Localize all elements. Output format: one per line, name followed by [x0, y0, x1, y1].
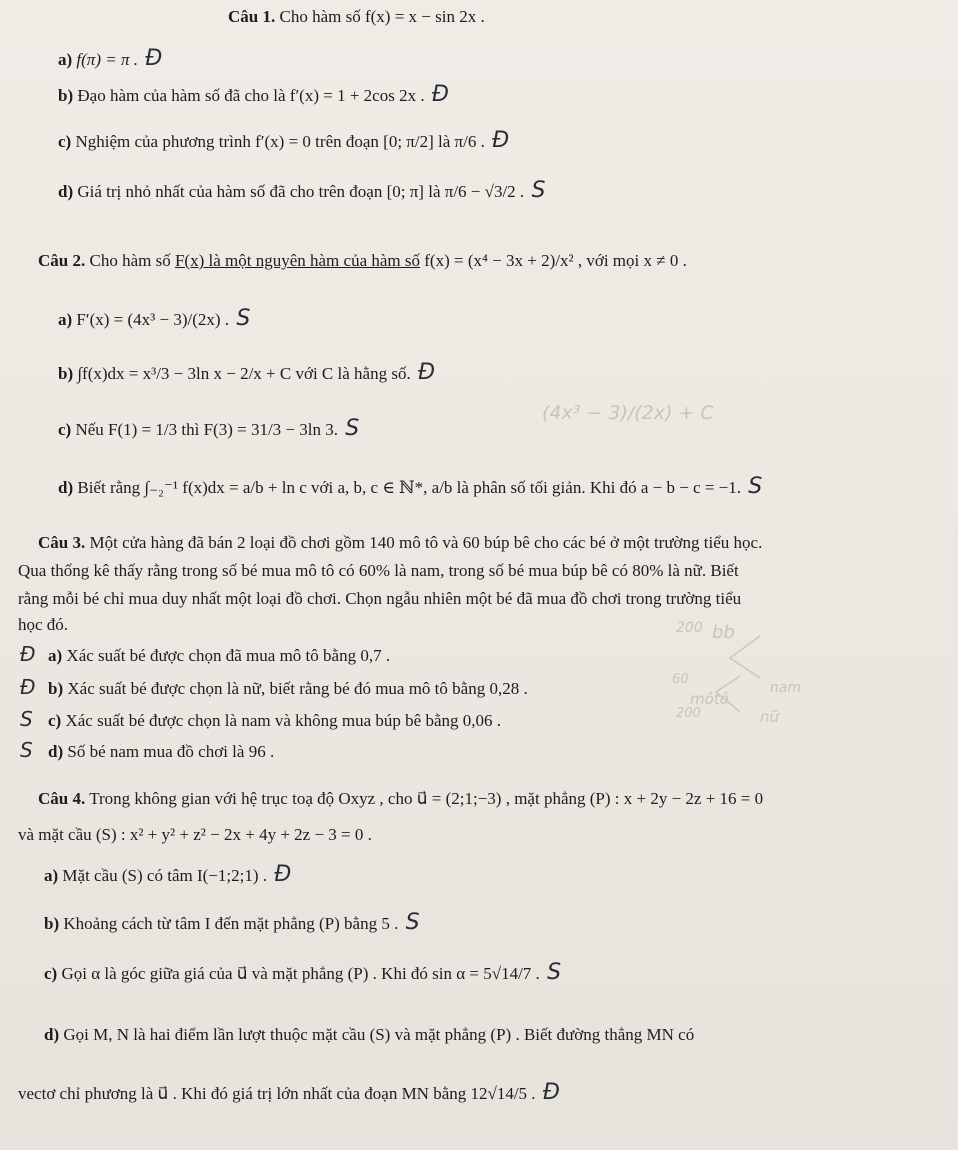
- q1-c-interval: [0; π/2]: [383, 132, 434, 151]
- q2-b: [58, 362, 435, 385]
- q2-a-mark: S: [236, 306, 251, 331]
- q3-scratch-tree: [660, 620, 800, 730]
- q4-title: Câu 4.: [38, 789, 86, 808]
- q1-b: [58, 84, 449, 107]
- q4-b: [44, 912, 420, 935]
- q1-c: [58, 130, 509, 153]
- q4-stem-line-1: [38, 788, 763, 810]
- q4-b-mark: S: [405, 910, 420, 935]
- q2-stem-line: [38, 250, 687, 272]
- q4-d-text-2: vectơ chỉ phương là u⃗ . Khi đó giá trị lớn nhất của đoạn MN bằng 12√14/5 .: [18, 1084, 536, 1103]
- q3-scratch-200: 200: [676, 620, 703, 636]
- q2-d: [58, 476, 762, 499]
- q3-d-mark: S: [20, 738, 33, 762]
- q3-d-label: d): [48, 742, 64, 761]
- q3-stem-line-2: Qua thống kê thấy rằng trong số bé mua mô tô có 60% là nam, trong số bé mua búp bê có 80% là nữ. Biết: [18, 561, 739, 580]
- q4-d-mark: Đ: [542, 1080, 560, 1105]
- q1-a-text: f(π) = π .: [76, 50, 138, 69]
- q3-scratch-nu: nữ: [760, 708, 780, 726]
- q3-b-mark: Đ: [20, 675, 36, 699]
- q1-d-label: d): [58, 182, 74, 201]
- q4-d-text-1: Gọi M, N là hai điểm lần lượt thuộc mặt cầu (S) và mặt phẳng (P) . Biết đường thẳng MN có: [63, 1025, 695, 1044]
- q4-c: [44, 962, 561, 985]
- q4-c-text: Gọi α là góc giữa giá của u⃗ và mặt phẳng (P) . Khi đó sin α = 5√14/7 .: [61, 964, 540, 983]
- q3-b-label: b): [48, 679, 64, 698]
- q3-a-text: Xác suất bé được chọn đã mua mô tô bằng 0,7 .: [66, 646, 391, 665]
- q1-d: [58, 180, 545, 203]
- q2-stem-pre: Cho hàm số: [89, 251, 171, 270]
- q1-b-mark: Đ: [431, 82, 449, 107]
- q3-scratch-nam: nam: [770, 680, 802, 696]
- q1-d-mark: S: [531, 178, 546, 203]
- q3-c: [48, 710, 501, 732]
- q3-a-label: a): [48, 646, 63, 665]
- q3-b: [48, 678, 528, 700]
- q1-d-value: π/6 − √3/2 .: [444, 182, 525, 201]
- q1-c-label: c): [58, 132, 72, 151]
- q3-c-label: c): [48, 711, 62, 730]
- q4-d-label: d): [44, 1025, 60, 1044]
- q4-a-text: Mặt cầu (S) có tâm I(−1;2;1) .: [62, 866, 267, 885]
- q2-c-label: c): [58, 420, 72, 439]
- q1-title: Câu 1.: [228, 7, 276, 26]
- q3-stem-line-4: học đó.: [18, 615, 69, 634]
- q2-a: [58, 308, 250, 331]
- q4-a: [44, 864, 291, 887]
- q2-stem-post: , với mọi x ≠ 0 .: [577, 251, 687, 270]
- q3-scratch-200b: 200: [676, 706, 701, 721]
- q2-a-label: a): [58, 310, 73, 329]
- q3-b-text: Xác suất bé được chọn là nữ, biết rằng bé đó mua mô tô bằng 0,28 .: [67, 679, 528, 698]
- q1-b-label: b): [58, 86, 74, 105]
- q1-a-mark: Đ: [145, 46, 163, 71]
- q3-stem-line-1: [38, 532, 762, 554]
- q2-a-text: F′(x) = (4x³ − 3)/(2x) .: [76, 310, 230, 329]
- q2-stem-mid: F(x) là một nguyên hàm của hàm số: [174, 251, 420, 270]
- q2-b-text: ∫f(x)dx = x³/3 − 3ln x − 2/x + C với C là hằng số.: [77, 364, 411, 383]
- q2-d-label: d): [58, 478, 74, 497]
- q4-d-line-1: [44, 1024, 694, 1046]
- q3-stem-1: Một cửa hàng đã bán 2 loại đồ chơi gồm 140 mô tô và 60 búp bê cho các bé ở một trường tiểu học.: [89, 533, 763, 552]
- q2-c-mark: S: [345, 416, 360, 441]
- q1-stem: Cho hàm số f(x) = x − sin 2x .: [279, 7, 485, 26]
- q3-d-text: Số bé nam mua đồ chơi là 96 .: [67, 742, 275, 761]
- q1-b-text: Đạo hàm của hàm số đã cho là f′(x) = 1 + 2cos 2x .: [77, 86, 425, 105]
- q3-scratch-moto: môtô: [690, 690, 729, 708]
- q1-c-post: là π/6 .: [438, 132, 485, 151]
- q2-c-text: Nếu F(1) = 1/3 thì F(3) = 31/3 − 3ln 3.: [75, 420, 338, 439]
- q3-title: Câu 3.: [38, 533, 86, 552]
- q4-a-mark: Đ: [274, 862, 292, 887]
- q4-b-label: b): [44, 914, 60, 933]
- q2-b-label: b): [58, 364, 74, 383]
- q3-scratch-60: 60: [672, 672, 689, 687]
- q3-a-mark: Đ: [20, 642, 36, 666]
- q2-stem-func: f(x) = (x⁴ − 3x + 2)/x²: [424, 251, 574, 270]
- q2-d-mark: S: [748, 474, 763, 499]
- q3-stem-line-3: rằng mỗi bé chỉ mua duy nhất một loại đồ chơi. Chọn ngẫu nhiên một bé đã mua đồ chơi trong trường tiểu: [18, 589, 742, 608]
- q3-scratch-bb: bb: [712, 622, 735, 643]
- q1-a-label: a): [58, 50, 73, 69]
- q3-c-mark: S: [20, 707, 33, 731]
- q2-d-text: Biết rằng ∫₋₂⁻¹ f(x)dx = a/b + ln c với a, b, c ∈ ℕ*, a/b là phân số tối giản. Khi đó a − b − c = −1.: [77, 478, 742, 497]
- q3-d: [48, 741, 274, 763]
- q2-c: [58, 418, 359, 441]
- q3-a: [48, 645, 390, 667]
- q4-stem-1: Trong không gian với hệ trục toạ độ Oxyz , cho u⃗ = (2;1;−3) , mặt phẳng (P) : x + 2y − 2z + 16 = 0: [89, 789, 764, 808]
- q4-a-label: a): [44, 866, 59, 885]
- q2-scratch: (4x³ − 3)/(2x) + C: [542, 402, 714, 424]
- q1-c-mark: Đ: [492, 128, 510, 153]
- q4-d-line-2: [18, 1082, 560, 1105]
- q2-title: Câu 2.: [38, 251, 86, 270]
- q4-stem-line-2: và mặt cầu (S) : x² + y² + z² − 2x + 4y + 2z − 3 = 0 .: [18, 825, 372, 844]
- q4-c-mark: S: [547, 960, 562, 985]
- q1-c-pre: Nghiệm của phương trình f′(x) = 0 trên đoạn: [75, 132, 379, 151]
- q2-b-mark: Đ: [417, 360, 436, 385]
- q4-b-text: Khoảng cách từ tâm I đến mặt phẳng (P) bằng 5 .: [63, 914, 399, 933]
- q4-c-label: c): [44, 964, 58, 983]
- q1-a: [58, 48, 162, 71]
- q1-d-pre: Giá trị nhỏ nhất của hàm số đã cho trên đoạn [0; π] là: [77, 182, 441, 201]
- q3-c-text: Xác suất bé được chọn là nam và không mua búp bê bằng 0,06 .: [65, 711, 502, 730]
- q1-stem-line: [228, 6, 485, 28]
